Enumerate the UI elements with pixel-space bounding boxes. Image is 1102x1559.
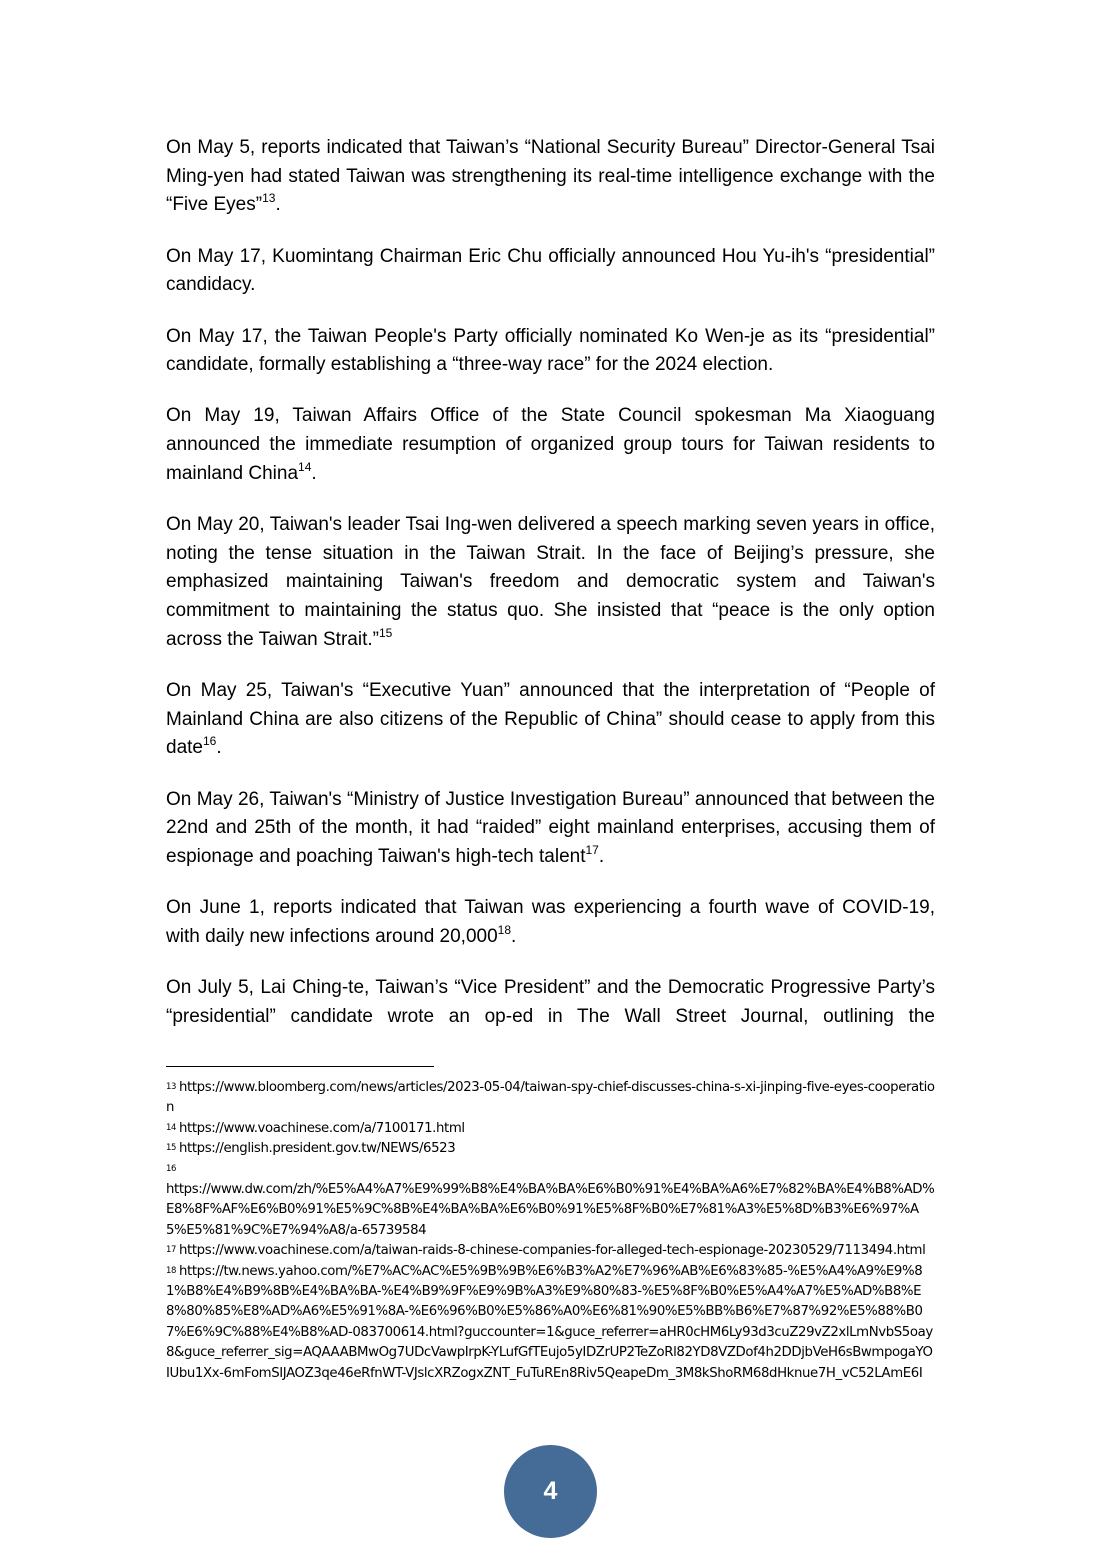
footnote-number: 15 xyxy=(166,1143,177,1154)
paragraph-text: On May 17, the Taiwan People's Party officially nominated Ko Wen-je as its “presidential” candidate, formally establishing a “three-way race” for the 2024 election. xyxy=(166,325,935,376)
footnote-ref[interactable]: 13 xyxy=(262,191,276,206)
paragraph-june-1 xyxy=(166,894,935,951)
footnote-ref[interactable]: 17 xyxy=(585,842,599,857)
footnote-separator xyxy=(166,1066,434,1067)
footnote-number: 14 xyxy=(166,1122,177,1133)
footnote-14 xyxy=(166,1119,936,1139)
footnote-number: 18 xyxy=(166,1265,177,1276)
paragraph-end: . xyxy=(598,846,605,868)
paragraph-july-5 xyxy=(166,974,935,1031)
paragraph-may-5 xyxy=(166,134,935,220)
footnote-link[interactable]: https://www.voachinese.com/a/taiwan-raids-8-chinese-companies-for-alleged-tech-espionage-20230529/7113494.html xyxy=(179,1243,926,1259)
paragraph-end: . xyxy=(311,462,317,484)
footnote-ref[interactable]: 18 xyxy=(497,922,512,937)
paragraph-end: . xyxy=(275,194,281,216)
paragraph-text: On May 5, reports indicated that Taiwan’s “National Security Bureau” Director-General Tsai Ming-yen had stated Taiwan was strengthening its real-time intelligence exchange with the “Five Eyes” xyxy=(166,137,935,216)
paragraph-may-17-tpp xyxy=(166,323,935,380)
paragraph-text: On May 25, Taiwan's “Executive Yuan” announced that the interpretation of “People of Mainland China are also citizens of the Republic of China” should cease to apply from this date xyxy=(166,680,935,759)
footnote-link[interactable]: https://www.dw.com/zh/%E5%A4%A7%E9%99%B8%E4%BA%BA%E6%B0%91%E4%BA%A6%E7%82%BA%E4%B8%AD%E8%8F%AF%E6%B0%91%E5%9C%8B%E4%BA%BA%E6%B0%91%E5%8F%B0%E7%81%A3%E5%8D%B3%E6%97%A5%E5%81%9C%E7%94%A8/a-65739584 xyxy=(166,1182,935,1238)
footnote-15 xyxy=(166,1139,936,1159)
footnote-link[interactable]: https://english.president.gov.tw/NEWS/6523 xyxy=(179,1141,456,1157)
footnote-number: 17 xyxy=(166,1245,177,1256)
footnote-ref[interactable]: 14 xyxy=(298,459,312,474)
paragraph-text: On July 5, Lai Ching-te, Taiwan’s “Vice President” and the Democratic Progressive Party’s “presidential” candidate wrote an op-ed in The Wall Street Journal, outlining the xyxy=(166,977,935,1027)
footnote-17 xyxy=(166,1241,936,1261)
footnotes xyxy=(166,1078,936,1384)
footnote-link[interactable]: https://www.voachinese.com/a/7100171.html xyxy=(179,1120,465,1136)
footnote-link[interactable]: https://www.bloomberg.com/news/articles/2023-05-04/taiwan-spy-chief-discusses-china-s-xi-jinping-five-eyes-cooperation xyxy=(166,1080,935,1116)
paragraph-may-20 xyxy=(166,511,935,655)
paragraph-text: On May 26, Taiwan's “Ministry of Justice Investigation Bureau” announced that between the 22nd and 25th of the month, it had “raided” eight mainland enterprises, accusing them of espionage and poaching Taiwan's high-tech talent xyxy=(166,788,935,868)
footnote-number: 16 xyxy=(166,1163,177,1174)
footnote-ref[interactable]: 16 xyxy=(202,734,217,749)
page-number-badge xyxy=(504,1445,597,1538)
paragraph-text: On May 19, Taiwan Affairs Office of the State Council spokesman Ma Xiaoguang announced the immediate resumption of organized group tours for Taiwan residents to mainland China xyxy=(166,405,935,484)
footnote-link[interactable]: https://tw.news.yahoo.com/%E7%AC%AC%E5%9B%9B%E6%B3%A2%E7%96%AB%E6%83%85-%E5%A4%A9%E9%81%B8%E4%B9%8B%E4%BA%BA-%E4%B9%9F%E9%9B%A3%E9%80%83-%E5%8F%B0%E5%A4%A7%E5%AD%B8%E8%80%85%E8%AD%A6%E5%91%8A-%E6%96%B0%E5%86%A0%E6%81%90%E5%BB%B6%E7%87%92%E5%88%B07%E6%9C%88%E4%B8%AD-083700614.html?guccounter=1&guce_referrer=aHR0cHM6Ly93d3cuZ29vZ2xlLmNvbS5oay8&guce_referrer_sig=AQAAABMwOg7UDcVawpIrpK-YLufGfTEujo5yIDZrUP2TeZoRl82YD8VZDof4h2DDjbVeH6sBwmpogaYOIUbu1Xx-6mFomSIJAOZ3qe46eRfnWT-VJslcXRZogxZNT_FuTuREn8Riv5QeapeDm_3M8kShoRM68dHknue7H_vC52LAmE6I xyxy=(166,1263,933,1381)
footnote-18 xyxy=(166,1262,936,1384)
paragraph-may-19 xyxy=(166,402,935,488)
paragraph-may-25 xyxy=(166,677,935,763)
paragraph-text: On May 17, Kuomintang Chairman Eric Chu officially announced Hou Yu-ih's “presidential” candidacy. xyxy=(166,245,935,296)
paragraph-end: . xyxy=(216,737,222,759)
footnote-13 xyxy=(166,1078,936,1119)
paragraph-text: On June 1, reports indicated that Taiwan was experiencing a fourth wave of COVID-19, with daily new infections around 20,000 xyxy=(166,897,935,947)
paragraph-may-17-kmt xyxy=(166,243,935,300)
page-number: 4 xyxy=(543,1477,558,1505)
footnote-ref[interactable]: 15 xyxy=(378,625,393,640)
paragraph-end: . xyxy=(511,925,517,947)
footnote-16 xyxy=(166,1160,936,1242)
paragraph-may-26 xyxy=(166,786,935,872)
body-text xyxy=(166,134,935,1032)
footnote-number: 13 xyxy=(166,1082,177,1092)
paragraph-text: On May 20, Taiwan's leader Tsai Ing-wen delivered a speech marking seven years in office, noting the tense situation in the Taiwan Strait. In the face of Beijing’s pressure, she emphasized maintaining Taiwan's freedom and democratic system and Taiwan's commitment to maintaining the status quo. She insisted that “peace is the only option across the Taiwan Strait.” xyxy=(166,514,935,650)
